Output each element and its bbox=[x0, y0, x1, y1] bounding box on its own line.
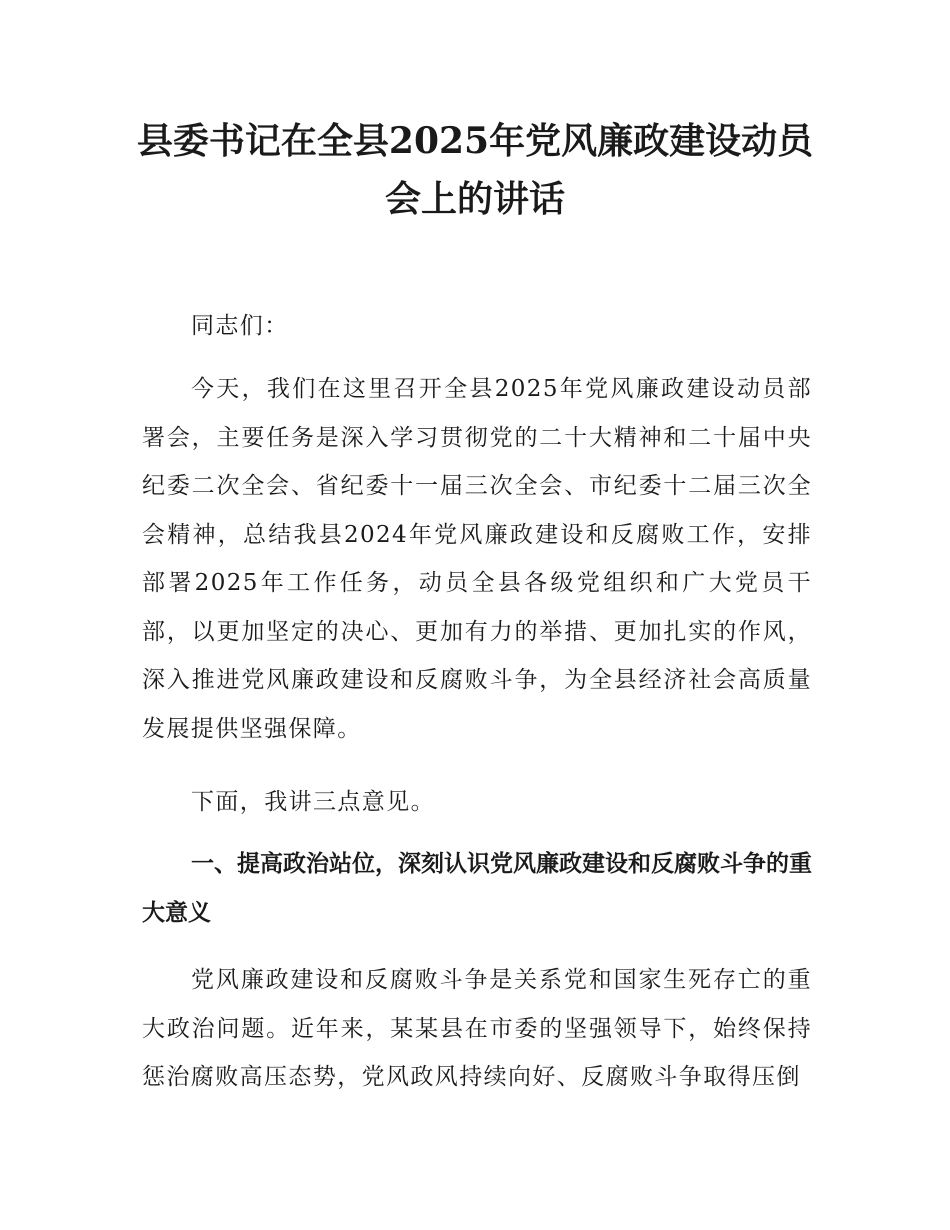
salutation: 同志们： bbox=[191, 313, 289, 339]
document-title: 县委书记在全县2025年党风廉政建设动员会上的讲话 bbox=[136, 120, 814, 220]
section-heading-1: 一、提高政治站位，深刻认识党风廉政建设和反腐败斗争的重大意义 bbox=[142, 851, 812, 926]
paragraph-outline: 下面，我讲三点意见。 bbox=[191, 789, 435, 815]
paragraph-section-1: 党风廉政建设和反腐败斗争是关系党和国家生死存亡的重大政治问题。近年来，某某县在市委的坚强领导下，始终保持惩治腐败高压态势，党风政风持续向好、反腐败斗争取得压倒 bbox=[142, 967, 812, 1090]
paragraph-opening: 今天，我们在这里召开全县2025年党风廉政建设动员部署会，主要任务是深入学习贯彻党的二十大精神和二十届中央纪委二次全会、省纪委十一届三次全会、市纪委十二届三次全会精神，总结我县2024年党风廉政建设和反腐败工作，安排部署2025年工作任务，动员全县各级党组织和广大党员干部，以更加坚定的决心、更加有力的举措、更加扎实的作风，深入推进党风廉政建设和反腐败斗争，为全县经济社会高质量发展提供坚强保障。 bbox=[142, 376, 812, 742]
